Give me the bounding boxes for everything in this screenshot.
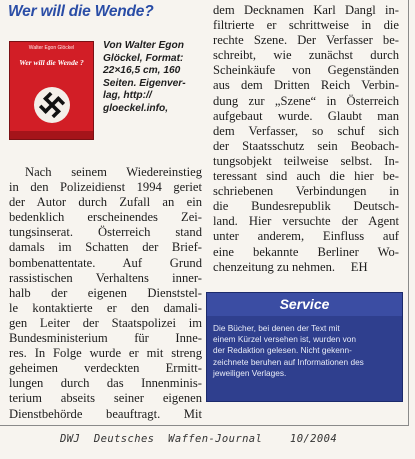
text-line: dem Decknamen Karl Dangl in- bbox=[213, 3, 399, 17]
service-line: der Redaktion gelesen. Nicht gekenn- bbox=[213, 345, 352, 356]
book-cover-author: Walter Egon Glöckel bbox=[28, 45, 75, 51]
text-line: tungsinserat. Österreich stand bbox=[9, 225, 202, 240]
text-line: unter anderem, Einfluss auf bbox=[213, 229, 399, 244]
text-line: Dienstbehörde beauftragt. Mit bbox=[9, 406, 202, 421]
text-line: aufgebaut wurde. Glaubt man bbox=[213, 108, 399, 123]
text-line: res. In Folge wurde er mit streng bbox=[9, 346, 202, 361]
text-line: Nach seinem Wiedereinstieg bbox=[25, 165, 202, 179]
text-line: tungsobjekt teilweise selbst. In- bbox=[213, 153, 399, 168]
service-line: zeichnete beruhen auf Informationen des bbox=[213, 356, 364, 367]
text-line: lungen durch das Innenminis- bbox=[9, 376, 202, 391]
text-line: die Bundesrepublik Deutsch- bbox=[213, 199, 399, 214]
meta-line: Von Walter Egon bbox=[103, 40, 184, 51]
article-column-1 bbox=[9, 165, 202, 422]
meta-line: 22×16,5 cm, 160 bbox=[103, 65, 181, 77]
text-line: land. Hier versuchte der Agent bbox=[213, 214, 399, 229]
meta-line: gloeckel.info, bbox=[103, 102, 169, 114]
text-line: der Autor durch Zufall an ein bbox=[9, 195, 202, 210]
service-line: einem Kürzel versehen ist, wurden von bbox=[213, 334, 356, 345]
handwritten-source-note bbox=[60, 433, 380, 445]
book-cover-band bbox=[10, 131, 93, 139]
text-line: rechte Szene. Der Verfasser be- bbox=[213, 33, 399, 48]
text-line: Scheinkäufe von Gegenständen bbox=[213, 63, 399, 78]
text-line: Bundesministerium für Inne- bbox=[9, 331, 202, 346]
article-heading: Wer will die Wende? bbox=[8, 3, 154, 20]
text-line: dem Verfasser, so schuf sich bbox=[213, 123, 399, 138]
source-abbrev: DWJ bbox=[60, 433, 81, 445]
text-line: filtrierte er schrittweise in die bbox=[213, 18, 399, 33]
page-edge-vertical bbox=[408, 0, 409, 425]
text-line: dung zur „Szene“ in Österreich bbox=[213, 93, 399, 108]
service-line: Die Bücher, bei denen der Text mit bbox=[213, 323, 340, 333]
text-line: rassistischen Verhaltens inner- bbox=[9, 270, 202, 285]
text-line: der Staatsschutz sein Beobach- bbox=[213, 138, 399, 153]
text-line: damals im Schatten der Brief- bbox=[9, 240, 202, 255]
text-line: aus dem Dritten Reich Verbin- bbox=[213, 78, 399, 93]
text-line: le kontaktierte er den damali- bbox=[9, 300, 202, 315]
book-cover bbox=[9, 41, 94, 140]
text-line: bedenklich erscheinendes Zei- bbox=[9, 210, 202, 225]
service-text bbox=[213, 323, 401, 379]
text-line: teressant sind auch die hier be- bbox=[213, 169, 399, 184]
swastika-emblem-icon bbox=[34, 87, 70, 123]
service-box bbox=[206, 292, 403, 402]
text-line: in den Polizeidienst 1994 geriet bbox=[9, 180, 202, 195]
text-line-signoff: chenzeitung zu nehmen. EH bbox=[213, 259, 368, 274]
text-line: schriebenen Verbindungen in bbox=[213, 184, 399, 199]
meta-line: Seiten. Eigenver- bbox=[103, 77, 186, 89]
text-line: schreibt, wie zunächst durch bbox=[213, 48, 399, 63]
service-line: jeweiligen Verlages. bbox=[213, 367, 287, 378]
meta-line: Glöckel, Format: bbox=[103, 52, 184, 64]
book-meta bbox=[103, 40, 203, 116]
meta-line: lag, http:// bbox=[103, 90, 152, 102]
service-title: Service bbox=[207, 293, 402, 316]
article-column-2 bbox=[213, 3, 399, 275]
text-line: bombenattentate. Auf Grund bbox=[9, 255, 202, 270]
source-word: Deutsches bbox=[93, 433, 155, 445]
page-edge-horizontal bbox=[0, 425, 409, 426]
book-cover-title: Wer will die Wende ? bbox=[19, 58, 84, 67]
text-line: eine bekannte Berliner Wo- bbox=[213, 244, 399, 259]
text-line: geheimen verdeckten Ermitt- bbox=[9, 361, 202, 376]
text-line: halb der eigenen Dienststel- bbox=[9, 285, 202, 300]
source-issue: 10/2004 bbox=[289, 433, 338, 445]
text-line: terium abseits seiner eigenen bbox=[9, 391, 202, 406]
text-line: gen Leiter der Staatspolizei im bbox=[9, 315, 202, 330]
source-word: Waffen-Journal bbox=[168, 433, 263, 445]
